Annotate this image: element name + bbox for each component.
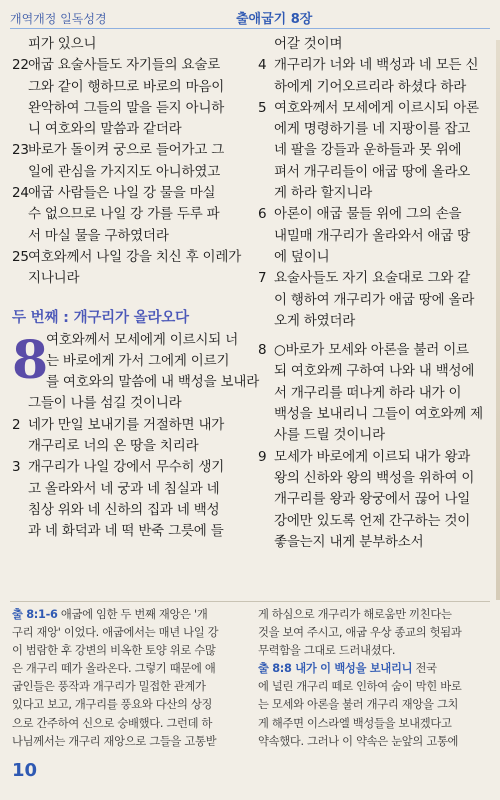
verse-line xyxy=(12,479,237,500)
verse-line xyxy=(12,226,237,247)
chapter-heading: 출애굽기 8장 xyxy=(236,12,313,27)
verse-line xyxy=(258,204,483,225)
verse-line: 를 여호와의 말씀에 내 백성을 보내라 xyxy=(46,374,260,391)
note-line: 에 널린 개구리 떼로 인하여 숨이 막힌 바로 xyxy=(258,680,462,694)
verse-line xyxy=(258,447,483,468)
verse-text: 펴서 개구리들이 애굽 땅에 올라오 xyxy=(274,163,471,180)
verse-text: 하에게 기어오르리라 하셨다 하라 xyxy=(274,78,467,95)
chapter-number: 8 xyxy=(12,329,48,391)
note-line: 으로 간주하여 신으로 숭배했다. 그런데 하 xyxy=(12,716,213,730)
book-series-title: 개역개정 일독성경 xyxy=(10,12,107,26)
verse-number: 22 xyxy=(12,57,29,74)
note-text: 애굽에 임한 두 번째 재앙은 '개 xyxy=(57,608,208,621)
verse-text: 니 여호와의 말씀과 같더라 xyxy=(28,121,182,138)
left-verses-after xyxy=(12,393,237,542)
verse-line xyxy=(258,162,483,183)
note-text: 전국 xyxy=(412,662,437,676)
page-number: 10 xyxy=(12,760,38,781)
verse-number: 23 xyxy=(12,142,29,159)
verse-line xyxy=(258,119,483,140)
verse-line xyxy=(12,500,237,521)
verse-line xyxy=(258,183,483,204)
verse-line xyxy=(12,436,237,457)
page-edge-shadow xyxy=(496,40,500,600)
verse-text: 오게 하였더라 xyxy=(274,312,356,329)
header-rule xyxy=(10,28,490,29)
verse-line xyxy=(258,247,483,268)
verse-line xyxy=(258,34,483,55)
note-line: 게 하심으로 개구리가 해로움만 끼친다는 xyxy=(258,608,452,621)
verse-number: 25 xyxy=(12,248,29,265)
verse-number: 4 xyxy=(258,57,267,74)
verse-line xyxy=(258,98,483,119)
verse-text: 네 팔을 강들과 운하들과 못 위에 xyxy=(274,142,462,159)
verse-text: 여호와께서 모세에게 이르시되 아론 xyxy=(274,99,479,116)
verse-text: 애굽 사람들은 나일 강 물을 마실 xyxy=(28,185,216,202)
verse-line xyxy=(258,404,483,425)
paragraph-gap xyxy=(258,332,483,340)
verse-line xyxy=(258,55,483,76)
right-text-column xyxy=(258,34,483,553)
verse-text: 개구리로 너의 온 땅을 치리라 xyxy=(28,438,199,455)
verse-line xyxy=(12,98,237,119)
verse-text: 피가 있으니 xyxy=(28,36,97,52)
verse-line: 는 바로에게 가서 그에게 이르기 xyxy=(46,352,230,369)
verse-text: 어갈 것이며 xyxy=(274,36,343,52)
verse-line xyxy=(258,511,483,532)
verse-line xyxy=(12,393,237,414)
verse-line xyxy=(12,521,237,542)
verse-text: 여호와께서 나일 강을 치신 후 이레가 xyxy=(28,248,242,265)
note-line: 는 모세와 아론을 불러 개구리 재앙을 그치 xyxy=(258,698,459,712)
verse-line xyxy=(258,383,483,404)
note-title: 출 8:8 내가 이 백성을 보내리니 xyxy=(258,662,413,676)
verse-line xyxy=(12,77,237,98)
verse-text: 사를 드릴 것이니라 xyxy=(274,427,385,444)
verse-text: 에게 명령하기를 네 지팡이를 잡고 xyxy=(274,121,471,138)
verse-line xyxy=(12,247,242,268)
verse-line xyxy=(12,415,237,436)
verse-line xyxy=(258,290,483,311)
note-line: 은 개구리 떼가 올라온다. 그렇기 때문에 애 xyxy=(12,662,216,676)
verse-line xyxy=(258,77,483,98)
note-line: 있다고 보고, 개구리를 풍요와 다산의 상징 xyxy=(12,698,213,712)
verse-line xyxy=(258,268,483,289)
verse-line xyxy=(12,119,237,140)
verse-line: 여호와께서 모세에게 이르시되 너 xyxy=(46,331,239,348)
verse-text: 게 하라 할지니라 xyxy=(274,185,373,202)
verse-text: 바로가 돌이켜 궁으로 들어가고 그 xyxy=(28,142,225,159)
verse-line xyxy=(12,457,237,478)
verse-text: 요술사들도 자기 요술대로 그와 같 xyxy=(274,270,471,287)
note-line xyxy=(258,660,487,678)
note-line: 약속했다. 그러나 이 약속은 눈앞의 고통에 xyxy=(258,734,459,748)
verse-line xyxy=(12,268,237,289)
left-verses-before xyxy=(12,34,242,290)
note-line xyxy=(12,606,241,624)
verse-text: 강에만 있도록 언제 간구하는 것이 xyxy=(274,512,471,529)
verse-line xyxy=(258,311,483,332)
note-reference: 출 8:1-6 xyxy=(12,608,58,621)
verse-text: 과 네 화덕과 네 떡 반죽 그릇에 들 xyxy=(28,523,224,540)
verse-number: 8 xyxy=(258,342,267,359)
running-header xyxy=(0,0,500,30)
verse-text: 아론이 애굽 물들 위에 그의 손을 xyxy=(274,206,462,223)
verse-line xyxy=(258,532,483,553)
verse-text: 네가 만일 보내기를 거절하면 내가 xyxy=(28,416,225,433)
verse-line xyxy=(258,340,483,361)
note-line: 무력함을 그대로 드러내셨다. xyxy=(258,644,396,658)
verse-number: 9 xyxy=(258,448,267,465)
verse-number: 7 xyxy=(258,270,267,287)
commentary-note-left xyxy=(12,606,241,751)
verse-text: 개구리가 너와 네 백성과 네 모든 신 xyxy=(274,57,479,74)
verse-text: 그와 같이 행하므로 바로의 마음이 xyxy=(28,78,225,95)
verse-text: 에 덮이니 xyxy=(274,248,330,265)
verse-text: 완악하여 그들의 말을 듣지 아니하 xyxy=(28,99,225,116)
verse-line xyxy=(12,34,237,55)
verse-line xyxy=(12,162,237,183)
verse-text: 지나니라 xyxy=(28,270,80,287)
verse-number: 6 xyxy=(258,206,267,223)
verse-line xyxy=(258,361,483,382)
note-line: 것을 보여 주시고, 애굽 우상 종교의 헛됨과 xyxy=(258,626,462,640)
verse-text: 그들이 나를 섬길 것이니라 xyxy=(28,395,182,412)
verse-line xyxy=(258,425,483,446)
verse-line xyxy=(12,183,237,204)
verse-line xyxy=(258,226,483,247)
verse-text: ○바로가 모세와 아론을 불러 이르 xyxy=(274,342,469,359)
verse-number: 5 xyxy=(258,99,267,116)
verse-text: 서 마실 물을 구하였더라 xyxy=(28,227,169,244)
verse-text: 개구리를 왕과 왕궁에서 끊어 나일 xyxy=(274,491,471,508)
note-line: 굽인들은 풍작과 개구리가 밀접한 관계가 xyxy=(12,680,206,694)
chapter-opening xyxy=(12,329,260,394)
verse-text: 왕의 신하와 왕의 백성을 위하여 이 xyxy=(274,469,475,486)
verse-text: 내밀매 개구리가 올라와서 애굽 땅 xyxy=(274,227,471,244)
verse-text: 애굽 요술사들도 자기들의 요술로 xyxy=(28,57,221,74)
verse-line xyxy=(12,55,237,76)
note-line: 이 범람한 후 강변의 비옥한 토양 위로 수많 xyxy=(12,644,216,658)
verse-line xyxy=(258,468,483,489)
verse-text: 모세가 바로에게 이르되 내가 왕과 xyxy=(274,448,471,465)
verse-text: 개구리가 나일 강에서 무수히 생기 xyxy=(28,459,225,476)
verse-text: 백성을 보내리니 그들이 여호와께 제 xyxy=(274,406,483,423)
verse-line xyxy=(12,204,237,225)
verse-text: 되 여호와께 구하여 나와 내 백성에 xyxy=(274,363,475,380)
left-text-column xyxy=(12,34,260,543)
commentary-note-right xyxy=(258,606,487,751)
verse-text: 수 없으므로 나일 강 가를 두루 파 xyxy=(28,206,220,223)
verse-text: 침상 위와 네 신하의 집과 네 백성 xyxy=(28,501,220,518)
verse-text: 좋을는지 내게 분부하소서 xyxy=(274,533,424,550)
note-line: 나님께서는 개구리 재앙으로 그들을 고통받 xyxy=(12,734,217,748)
section-title: 두 번째 : 개구리가 올라오다 xyxy=(12,309,189,326)
notes-divider xyxy=(10,601,490,602)
verse-line xyxy=(258,489,483,510)
verse-text: 고 올라와서 네 궁과 네 침실과 네 xyxy=(28,480,220,497)
verse-text: 일에 관심을 가지지도 아니하였고 xyxy=(28,163,221,180)
verse-text: 서 개구리를 떠나게 하라 내가 이 xyxy=(274,384,462,401)
verse-text: 이 행하여 개구리가 애굽 땅에 올라 xyxy=(274,291,475,308)
verse-number: 2 xyxy=(12,416,21,433)
note-line: 구리 재앙' 이었다. 애굽에서는 매년 나일 강 xyxy=(12,626,219,640)
note-line: 게 해주면 이스라엘 백성들을 보내겠다고 xyxy=(258,716,452,730)
verse-number: 24 xyxy=(12,185,29,202)
verse-line xyxy=(258,140,483,161)
verse-number: 3 xyxy=(12,459,21,476)
verse-line xyxy=(12,140,237,161)
